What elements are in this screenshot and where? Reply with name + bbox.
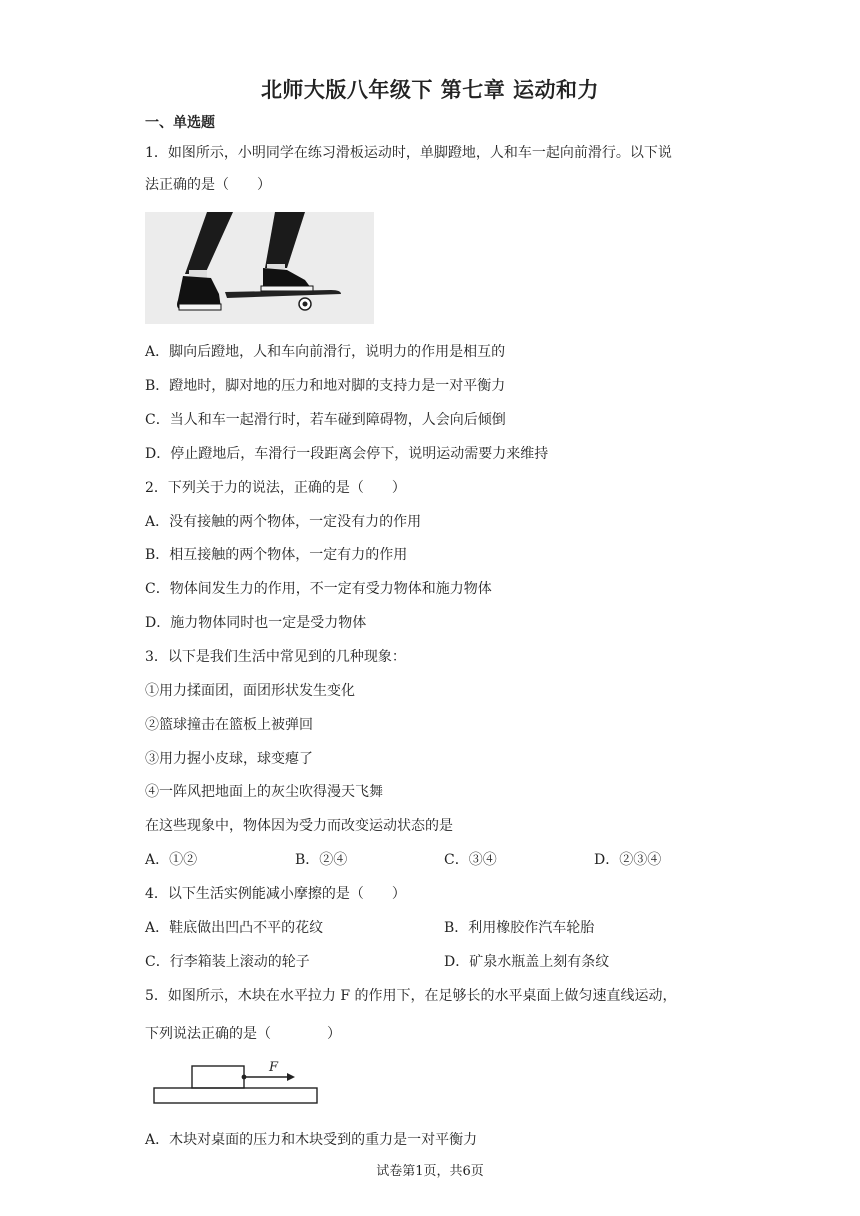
q1-stem-line1: 1．如图所示，小明同学在练习滑板运动时，单脚蹬地，人和车一起向前滑行。以下说 — [145, 145, 672, 161]
q4-option-d: D．矿泉水瓶盖上刻有条纹 — [444, 954, 610, 970]
q3-option-a: A．①② — [145, 852, 198, 868]
q3-option-d: D．②③④ — [594, 852, 662, 868]
q4-option-a: A．鞋底做出凹凸不平的花纹 — [145, 920, 324, 936]
q3-item-1: ①用力揉面团，面团形状发生变化 — [145, 683, 355, 699]
q1-option-d: D．停止蹬地后，车滑行一段距离会停下，说明运动需要力来维持 — [145, 446, 549, 462]
q2-stem: 2．下列关于力的说法，正确的是（ ） — [145, 480, 406, 496]
block-force-diagram — [152, 1058, 322, 1106]
q3-stem: 3．以下是我们生活中常见到的几种现象： — [145, 649, 406, 665]
force-label: F — [269, 1060, 279, 1075]
q4-stem: 4．以下生活实例能减小摩擦的是（ ） — [145, 886, 406, 902]
q4-option-c: C．行李箱装上滚动的轮子 — [145, 954, 310, 970]
q2-option-a: A．没有接触的两个物体，一定没有力的作用 — [145, 514, 422, 530]
page-footer: 试卷第1页，共6页 — [376, 1164, 484, 1179]
page-title: 北师大版八年级下 第七章 运动和力 — [260, 78, 600, 102]
q2-option-c: C．物体间发生力的作用，不一定有受力物体和施力物体 — [145, 581, 492, 597]
table-surface — [154, 1088, 317, 1103]
q1-stem-line2: 法正确的是（ ） — [145, 177, 271, 193]
q3-item-2: ②篮球撞击在篮板上被弹回 — [145, 717, 313, 733]
skateboard-illustration — [145, 212, 374, 324]
q3-option-b: B．②④ — [295, 852, 348, 868]
q3-option-c: C．③④ — [444, 852, 497, 868]
q1-option-a: A．脚向后蹬地，人和车向前滑行，说明力的作用是相互的 — [145, 344, 506, 360]
wooden-block — [192, 1066, 244, 1088]
q1-option-b: B．蹬地时，脚对地的压力和地对脚的支持力是一对平衡力 — [145, 378, 506, 394]
q5-stem-line1: 5．如图所示，木块在水平拉力 F 的作用下，在足够长的水平桌面上做匀速直线运动， — [145, 988, 677, 1004]
q3-question: 在这些现象中，物体因为受力而改变运动状态的是 — [145, 818, 453, 834]
q5-option-a: A．木块对桌面的压力和木块受到的重力是一对平衡力 — [145, 1132, 478, 1148]
q2-option-b: B．相互接触的两个物体，一定有力的作用 — [145, 547, 408, 563]
arrow-icon — [287, 1073, 295, 1081]
q4-option-b: B．利用橡胶作汽车轮胎 — [444, 920, 595, 936]
q5-stem-line2: 下列说法正确的是（ ） — [145, 1026, 341, 1042]
q3-item-4: ④一阵风把地面上的灰尘吹得漫天飞舞 — [145, 784, 383, 800]
q1-option-c: C．当人和车一起滑行时，若车碰到障碍物，人会向后倾倒 — [145, 412, 506, 428]
q3-item-3: ③用力握小皮球，球变瘪了 — [145, 751, 313, 767]
q2-option-d: D．施力物体同时也一定是受力物体 — [145, 615, 367, 631]
skateboard-photo — [145, 212, 374, 324]
section-heading: 一、单选题 — [145, 115, 215, 131]
